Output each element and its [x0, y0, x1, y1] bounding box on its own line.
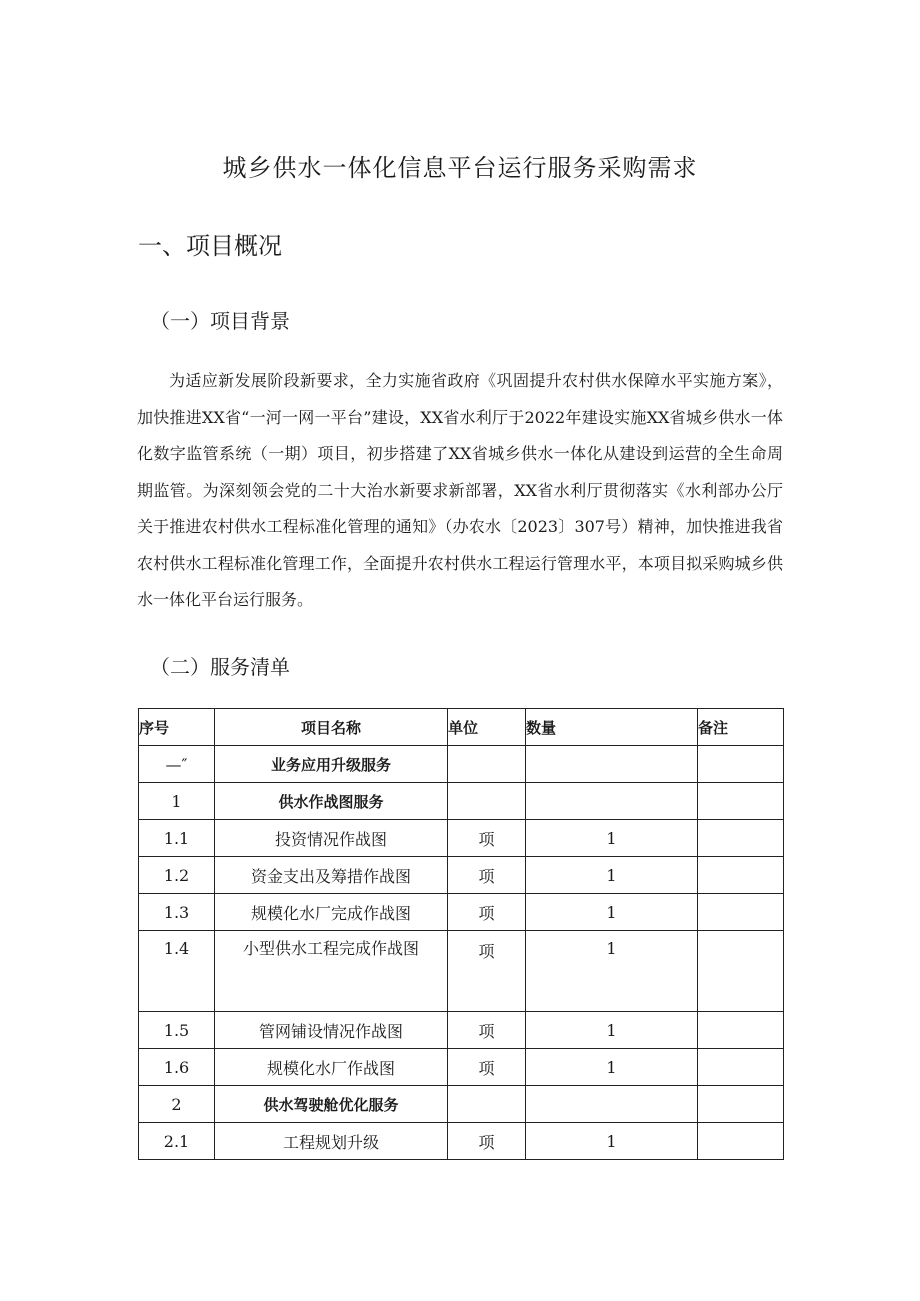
row-name: 管网铺设情况作战图 [215, 1012, 448, 1049]
row-qty: 1 [526, 1012, 698, 1049]
header-name: 项目名称 [215, 709, 448, 746]
row-no: 1 [139, 783, 215, 820]
row-remark [698, 1086, 784, 1123]
table-row [139, 820, 784, 857]
row-no: 1.6 [139, 1049, 215, 1086]
row-unit: 项 [448, 1012, 526, 1049]
row-name: 小型供水工程完成作战图 [215, 931, 448, 1012]
section-heading-overview: 一、项目概况 [138, 232, 282, 260]
row-remark [698, 857, 784, 894]
table-row [139, 931, 784, 1012]
row-no: 1.1 [139, 820, 215, 857]
table-row [139, 894, 784, 931]
row-remark [698, 746, 784, 783]
table-row [139, 1123, 784, 1160]
row-qty: 1 [526, 820, 698, 857]
row-no: 1.5 [139, 1012, 215, 1049]
row-name: 规模化水厂作战图 [215, 1049, 448, 1086]
row-name: 规模化水厂完成作战图 [215, 894, 448, 931]
row-unit [448, 783, 526, 820]
row-unit: 项 [448, 1123, 526, 1160]
row-name: 资金支出及筹措作战图 [215, 857, 448, 894]
row-unit [448, 746, 526, 783]
row-unit: 项 [448, 857, 526, 894]
row-qty: 1 [526, 931, 698, 1012]
row-no: 1.4 [139, 931, 215, 1012]
table-row [139, 1012, 784, 1049]
header-no: 序号 [139, 709, 215, 746]
row-qty: 1 [526, 1049, 698, 1086]
row-name: 业务应用升级服务 [215, 746, 448, 783]
row-qty [526, 746, 698, 783]
row-unit: 项 [448, 1049, 526, 1086]
row-no: 1.2 [139, 857, 215, 894]
header-qty: 数量 [526, 709, 698, 746]
row-no: 1.3 [139, 894, 215, 931]
row-name: 供水驾驶舱优化服务 [215, 1086, 448, 1123]
row-remark [698, 1123, 784, 1160]
row-remark [698, 894, 784, 931]
table-row [139, 783, 784, 820]
header-remark: 备注 [698, 709, 784, 746]
row-unit [448, 1086, 526, 1123]
row-name: 工程规划升级 [215, 1123, 448, 1160]
background-paragraph: 为适应新发展阶段新要求，全力实施省政府《巩固提升农村供水保障水平实施方案》，加快推进XX省“一河一网一平台”建设，XX省水利厅于2022年建设实施XX省城乡供水一体化数字监管系统（一期）项目，初步搭建了XX省城乡供水一体化从建设到运营的全生命周期监管。为深刻领会党的二十大治水新要求新部署，XX省水利厅贯彻落实《水利部办公厅关于推进农村供水工程标准化管理的通知》（办农水〔2023〕307号）精神，加快推进我省农村供水工程标准化管理工作，全面提升农村供水工程运行管理水平，本项目拟采购城乡供水一体化平台运行服务。 [137, 371, 783, 609]
table-header-row [139, 709, 784, 746]
row-qty: 1 [526, 894, 698, 931]
row-no: 2 [139, 1086, 215, 1123]
row-qty: 1 [526, 857, 698, 894]
row-remark [698, 931, 784, 1012]
row-unit: 项 [448, 894, 526, 931]
table-row [139, 1086, 784, 1123]
service-list-table [138, 708, 784, 1160]
row-qty [526, 1086, 698, 1123]
row-qty: 1 [526, 1123, 698, 1160]
header-unit: 单位 [448, 709, 526, 746]
row-remark [698, 1049, 784, 1086]
row-no: 2.1 [139, 1123, 215, 1160]
subheading-service-list: （二）服务清单 [150, 655, 290, 679]
row-remark [698, 783, 784, 820]
table-row [139, 746, 784, 783]
row-name: 供水作战图服务 [215, 783, 448, 820]
row-unit: 项 [448, 820, 526, 857]
table-row [139, 1049, 784, 1086]
table-row [139, 857, 784, 894]
row-unit: 项 [448, 931, 526, 1012]
row-name: 投资情况作战图 [215, 820, 448, 857]
row-qty [526, 783, 698, 820]
row-remark [698, 1012, 784, 1049]
row-remark [698, 820, 784, 857]
document-title: 城乡供水一体化信息平台运行服务采购需求 [222, 154, 698, 182]
row-no: —″ [139, 746, 215, 783]
subheading-background: （一）项目背景 [150, 309, 290, 333]
